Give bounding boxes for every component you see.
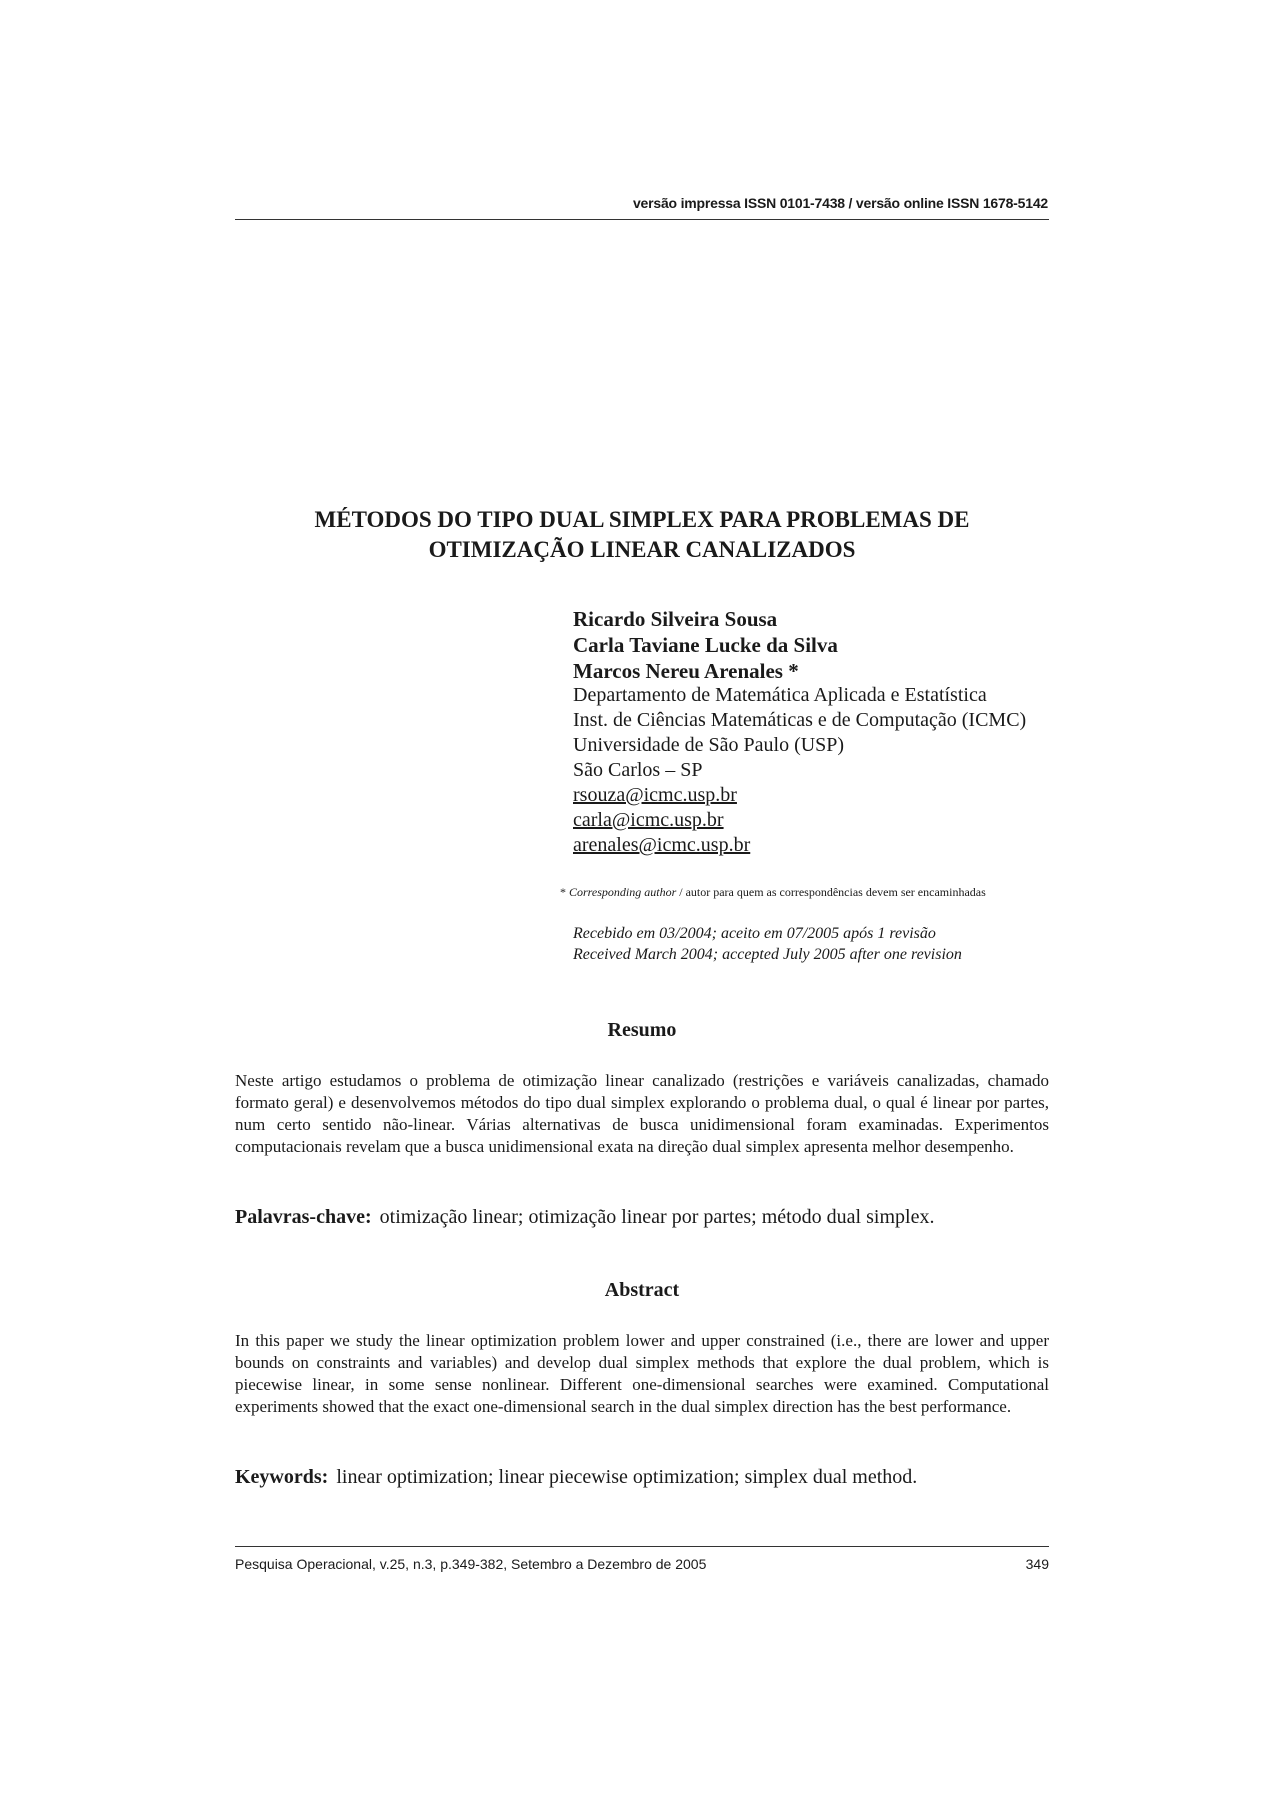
corresponding-marker: * [560, 885, 566, 899]
received-dates [573, 923, 962, 965]
affiliation-line: Departamento de Matemática Aplicada e Estatística [573, 684, 987, 706]
abstract-text: In this paper we study the linear optimization problem lower and upper constrained (i.e., there are lower and upper bounds on constraints and variables) and develop dual simplex methods that explore the dual problem, which is piecewise linear, in some sense nonlinear. Different one-dimensional searches were examined. Computational experiments showed that the exact one-dimensional search in the dual simplex direction has the best performance. [235, 1331, 1049, 1416]
journal-citation: Pesquisa Operacional, v.25, n.3, p.349-382, Setembro a Dezembro de 2005 [235, 1556, 707, 1572]
email-link[interactable]: arenales@icmc.usp.br [573, 834, 751, 856]
paper-title [235, 505, 1049, 565]
resumo-text: Neste artigo estudamos o problema de otimização linear canalizado (restrições e variáveis canalizadas, chamado formato geral) e desenvolvemos métodos do tipo dual simplex explorando o problema dual, o qual é linear por partes, num certo sentido não-linear. Várias alternativas de busca unidimensional foram examinadas. Experimentos computacionais revelam que a busca unidimensional exata na direção dual simplex apresenta melhor desempenho. [235, 1071, 1049, 1156]
affiliation-line: Universidade de São Paulo (USP) [573, 734, 845, 756]
title-line-2: OTIMIZAÇÃO LINEAR CANALIZADOS [428, 537, 856, 562]
keywords [235, 1466, 1065, 1489]
abstract-heading: Abstract [604, 1279, 680, 1301]
corresponding-label: Corresponding author [569, 885, 677, 899]
resumo-heading: Resumo [607, 1019, 677, 1041]
affiliation-block [573, 683, 1026, 858]
header-rule [235, 219, 1049, 220]
affiliation-line: Inst. de Ciências Matemáticas e de Computação (ICMC) [573, 709, 1027, 731]
footer-rule [235, 1546, 1049, 1547]
palavras-chave-label: Palavras-chave: [235, 1206, 372, 1228]
keywords-label: Keywords: [235, 1466, 329, 1488]
palavras-chave [235, 1206, 1065, 1229]
email-link[interactable]: rsouza@icmc.usp.br [573, 784, 737, 806]
received-pt: Recebido em 03/2004; aceito em 07/2005 após 1 revisão [573, 925, 936, 942]
corresponding-text: / autor para quem as correspondências devem ser encaminhadas [676, 885, 986, 899]
title-line-1: MÉTODOS DO TIPO DUAL SIMPLEX PARA PROBLEMAS DE [314, 507, 970, 532]
palavras-chave-text: otimização linear; otimização linear por partes; método dual simplex. [379, 1206, 935, 1228]
corresponding-note [560, 885, 986, 900]
author-name: Marcos Nereu Arenales * [573, 659, 799, 683]
author-name: Carla Taviane Lucke da Silva [573, 633, 838, 657]
author-list [573, 606, 838, 684]
author-name: Ricardo Silveira Sousa [573, 607, 778, 631]
received-en: Received March 2004; accepted July 2005 after one revision [573, 946, 962, 963]
page-number: 349 [1025, 1556, 1049, 1572]
affiliation-line: São Carlos – SP [573, 759, 703, 781]
keywords-text: linear optimization; linear piecewise optimization; simplex dual method. [336, 1466, 918, 1488]
email-link[interactable]: carla@icmc.usp.br [573, 809, 724, 831]
issn-header: versão impressa ISSN 0101-7438 / versão online ISSN 1678-5142 [632, 195, 1048, 211]
